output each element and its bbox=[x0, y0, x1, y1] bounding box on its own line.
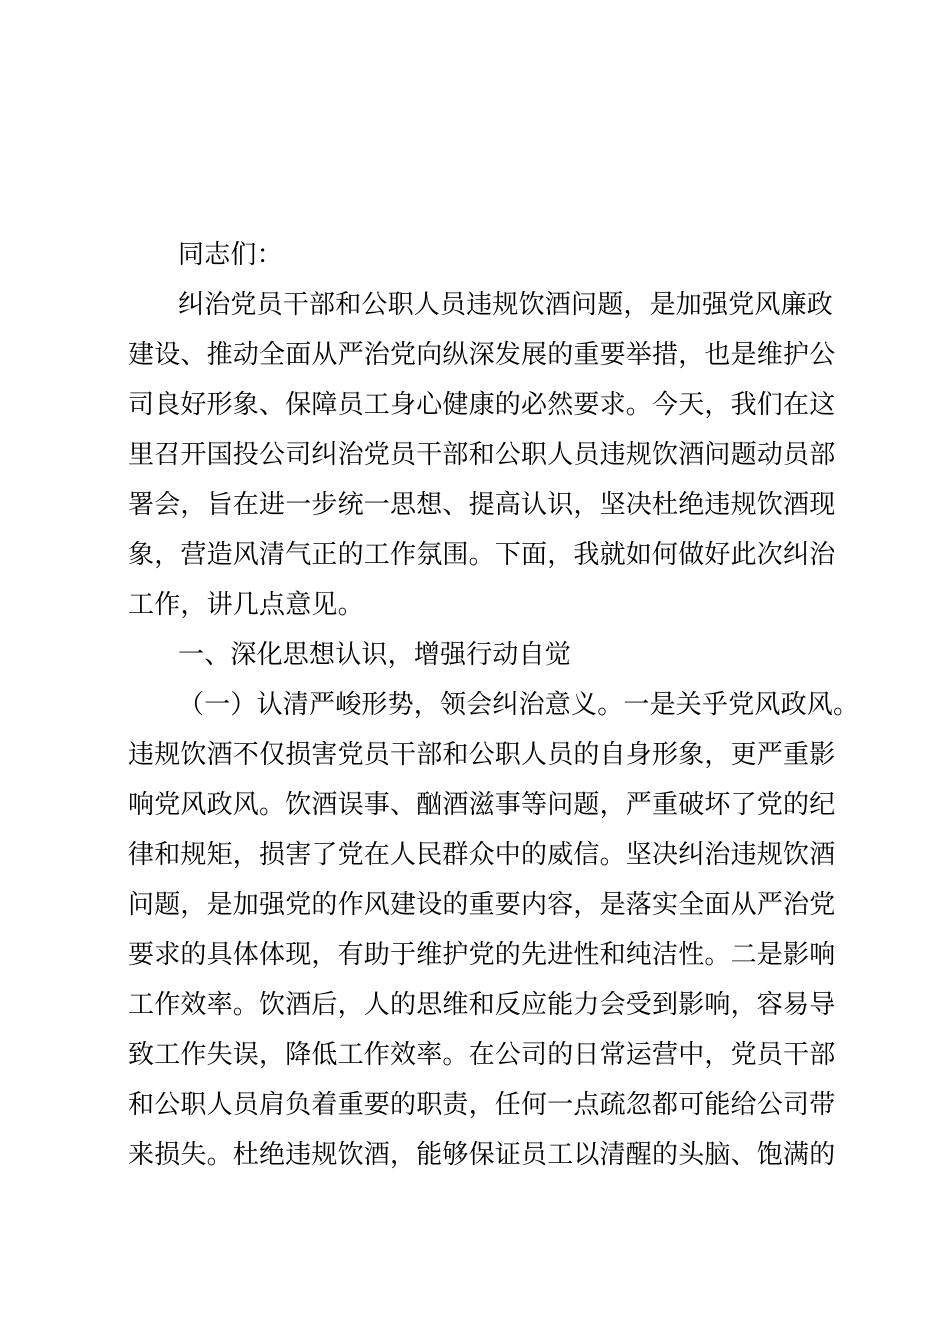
salutation: 同志们： bbox=[178, 240, 283, 270]
text-line: 象，营造风清气正的工作氛围。下面，我就如何做好此次纠治 bbox=[128, 540, 836, 570]
text-line: 律和规矩，损害了党在人民群众中的威信。坚决纠治违规饮酒 bbox=[128, 840, 836, 870]
paragraph-section-1 bbox=[128, 680, 860, 1180]
text-line: 要求的具体体现，有助于维护党的先进性和纯洁性。二是影响 bbox=[128, 940, 836, 970]
text-line: 违规饮酒不仅损害党员干部和公职人员的自身形象，更严重影 bbox=[128, 740, 836, 770]
section-heading bbox=[128, 630, 828, 680]
text-line: 问题，是加强党的作风建设的重要内容，是落实全面从严治党 bbox=[128, 890, 836, 920]
text-line: 建设、推动全面从严治党向纵深发展的重要举措，也是维护公 bbox=[128, 340, 836, 370]
text-line: （一）认清严峻形势，领会纠治意义。一是关乎党风政风。 bbox=[178, 690, 860, 720]
document-body bbox=[128, 230, 860, 1180]
paragraph-intro bbox=[128, 280, 836, 630]
heading-line: 一、深化思想认识，增强行动自觉 bbox=[178, 640, 572, 670]
text-line: 里召开国投公司纠治党员干部和公职人员违规饮酒问题动员部 bbox=[128, 440, 836, 470]
text-line: 司良好形象、保障员工身心健康的必然要求。今天，我们在这 bbox=[128, 390, 836, 420]
text-line: 工作，讲几点意见。 bbox=[128, 590, 364, 620]
text-line: 纠治党员干部和公职人员违规饮酒问题，是加强党风廉政 bbox=[178, 290, 834, 320]
text-line: 和公职人员肩负着重要的职责，任何一点疏忽都可能给公司带 bbox=[128, 1090, 836, 1120]
text-line: 致工作失误，降低工作效率。在公司的日常运营中，党员干部 bbox=[128, 1040, 836, 1070]
text-line: 来损失。杜绝违规饮酒，能够保证员工以清醒的头脑、饱满的 bbox=[128, 1140, 836, 1170]
text-line: 响党风政风。饮酒误事、酗酒滋事等问题，严重破坏了党的纪 bbox=[128, 790, 836, 820]
text-line: 工作效率。饮酒后，人的思维和反应能力会受到影响，容易导 bbox=[128, 990, 836, 1020]
text-line: 署会，旨在进一步统一思想、提高认识，坚决杜绝违规饮酒现 bbox=[128, 490, 836, 520]
